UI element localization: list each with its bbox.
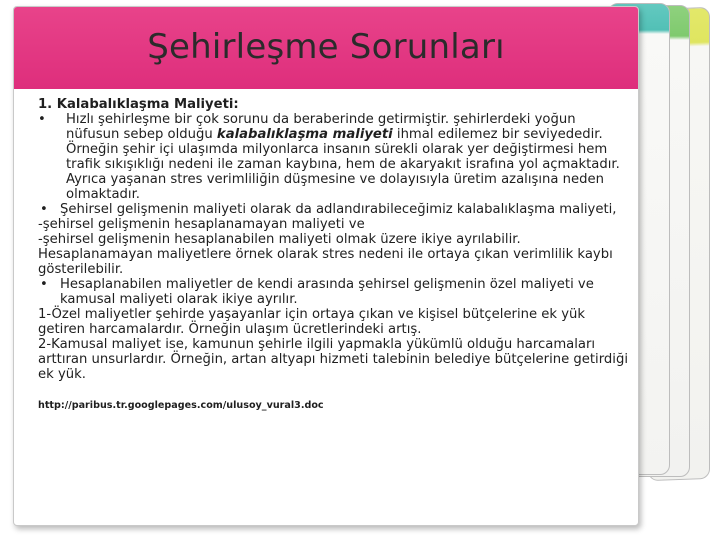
bullet-item xyxy=(38,202,632,217)
bullet-text: ihmal edilemez bir seviyededir. Örneğin şehir içi ulaşımda milyonlarca insanın sürekli olarak yer değiştirmesi hem trafik sıkışıklığı nedeni ile zaman kaybına, hem de akaryakıt israfına yol açmaktadır. Ayrıca yaşanan stres verimliliğin düşmesine ve dolayısıyla üretim azalışına neden olmaktadır. xyxy=(66,127,620,202)
dash-line: -şehirsel gelişmenin hesaplanabilen maliyeti olmak üzere ikiye ayrılabilir. xyxy=(38,232,521,247)
bullet-dot: • xyxy=(40,202,48,217)
numbered-item: 2-Kamusal maliyet ise, kamunun şehirle ilgili yapmakla yükümlü olduğu harcamaları arttıran unsurlardır. Örneğin, artan altyapı hizmeti talebinin belediye bütçelerine getirdiği ek yük. xyxy=(38,337,628,382)
bullet-item xyxy=(38,277,632,307)
title-bar xyxy=(14,7,638,89)
slide-title: Şehirleşme Sorunları xyxy=(147,27,505,67)
dash-line: -şehirsel gelişmenin hesaplanamayan maliyeti ve xyxy=(38,217,365,232)
slide xyxy=(13,6,639,526)
source-link[interactable]: http://paribus.tr.googlepages.com/ulusoy_vural3.doc xyxy=(38,400,324,411)
paragraph: Hesaplanamayan maliyetlere örnek olarak stres nedeni ile ortaya çıkan verimlilik kaybı gösterilebilir. xyxy=(38,247,613,277)
bullet-text: Hızlı şehirleşme bir çok sorunu da beraberinde getirmiştir. şehirlerdeki yoğun nüfusun sebep olduğu xyxy=(66,112,576,142)
slide-body xyxy=(38,97,632,412)
section-heading: 1. Kalabalıklaşma Maliyeti: xyxy=(38,97,239,112)
bullet-dot: • xyxy=(38,112,46,127)
bullet-item xyxy=(38,112,632,202)
numbered-item: 1-Özel maliyetler şehirde yaşayanlar için ortaya çıkan ve kişisel bütçelerine ek yük getiren harcamalardır. Örneğin ulaşım ücretlerindeki artış. xyxy=(38,307,586,337)
bullet-text: Şehirsel gelişmenin maliyeti olarak da adlandırabileceğimiz kalabalıklaşma maliyeti, xyxy=(60,202,617,217)
bullet-dot: • xyxy=(40,277,48,292)
emphasis-text: kalabalıklaşma maliyeti xyxy=(216,127,393,142)
bullet-text: Hesaplanabilen maliyetler de kendi arasında şehirsel gelişmenin özel maliyeti ve kamusal maliyeti olarak ikiye ayrılır. xyxy=(60,277,594,307)
